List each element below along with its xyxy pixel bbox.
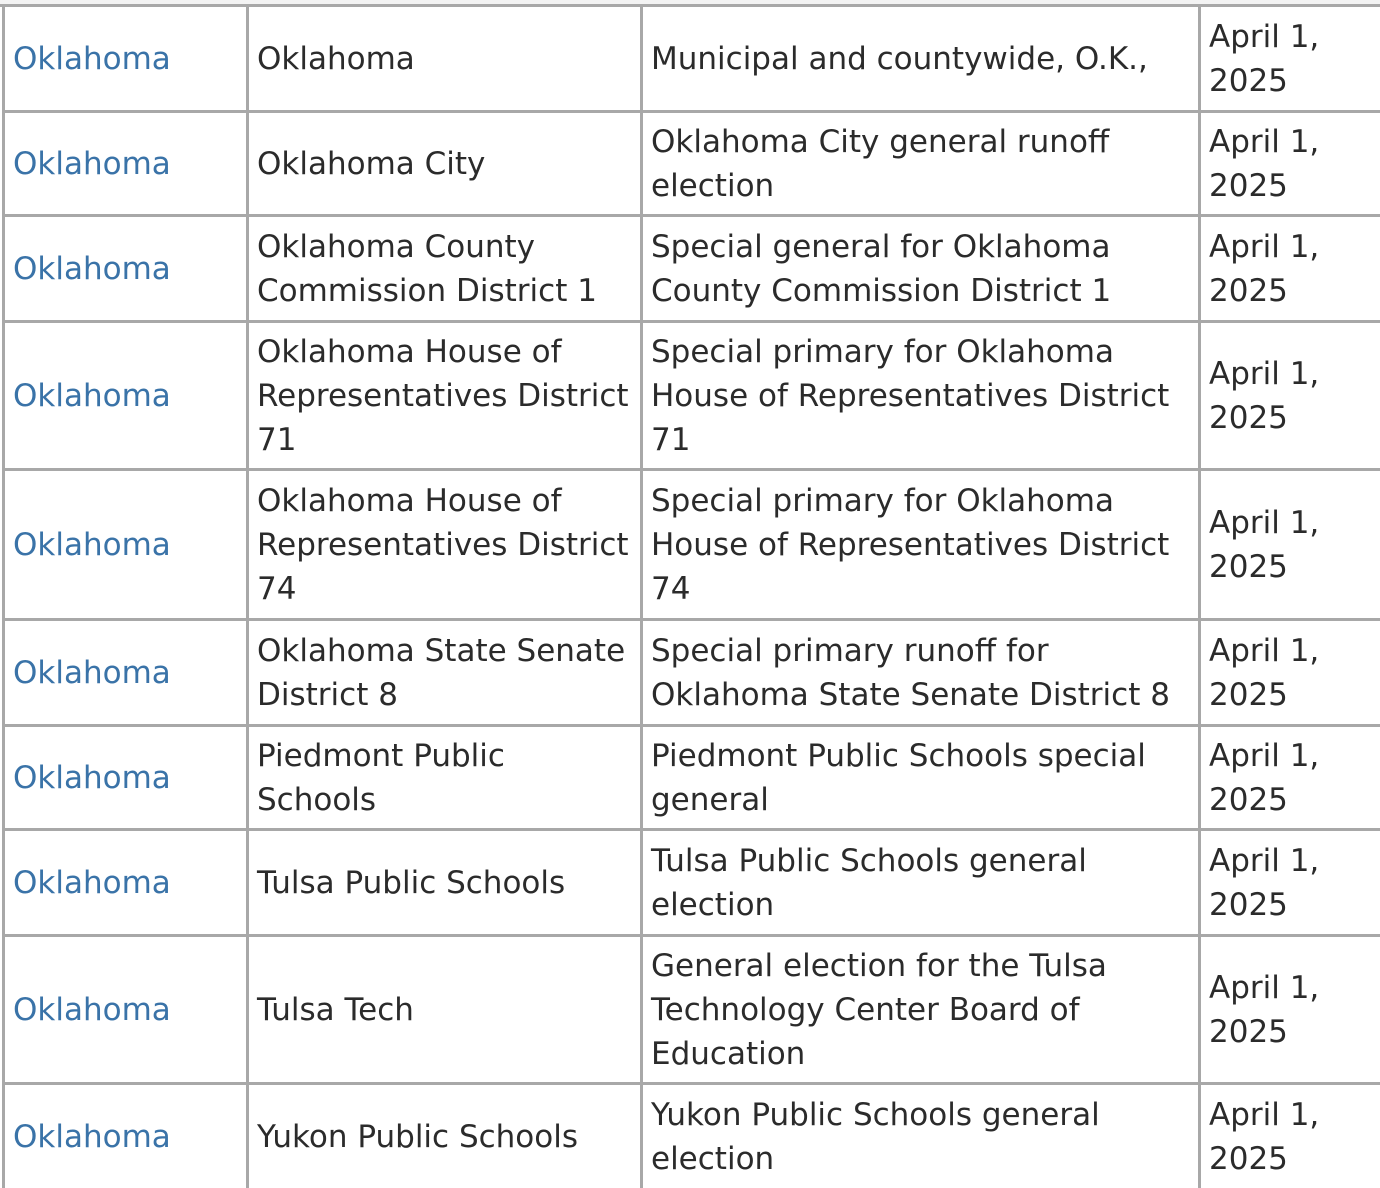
jurisdiction-cell: Oklahoma City [248, 112, 642, 216]
election-cell: Piedmont Public Schools special general [642, 726, 1200, 830]
state-link[interactable]: Oklahoma [13, 377, 171, 414]
state-cell [4, 830, 248, 936]
date-cell: April 1, 2025 [1200, 6, 1380, 112]
state-link[interactable]: Oklahoma [13, 526, 171, 563]
election-cell: Yukon Public Schools general election [642, 1084, 1200, 1188]
state-cell [4, 470, 248, 620]
election-cell: Tulsa Public Schools general election [642, 830, 1200, 936]
state-cell [4, 6, 248, 112]
state-link[interactable]: Oklahoma [13, 40, 171, 77]
state-cell [4, 322, 248, 470]
state-cell [4, 1084, 248, 1188]
state-link[interactable]: Oklahoma [13, 654, 171, 691]
election-cell: Special primary runoff for Oklahoma State Senate District 8 [642, 620, 1200, 726]
jurisdiction-cell: Oklahoma House of Representatives District 74 [248, 470, 642, 620]
table-row [4, 1084, 1380, 1188]
state-link[interactable]: Oklahoma [13, 250, 171, 287]
state-link[interactable]: Oklahoma [13, 1118, 171, 1155]
election-cell: Municipal and countywide, O.K., [642, 6, 1200, 112]
date-cell: April 1, 2025 [1200, 830, 1380, 936]
jurisdiction-cell: Yukon Public Schools [248, 1084, 642, 1188]
table-row [4, 470, 1380, 620]
jurisdiction-cell: Oklahoma House of Representatives District 71 [248, 322, 642, 470]
state-cell [4, 620, 248, 726]
state-cell [4, 112, 248, 216]
elections-table-body [4, 6, 1380, 1188]
table-row [4, 322, 1380, 470]
state-cell [4, 936, 248, 1084]
table-row [4, 6, 1380, 112]
table-row [4, 936, 1380, 1084]
table-row [4, 620, 1380, 726]
date-cell: April 1, 2025 [1200, 322, 1380, 470]
date-cell: April 1, 2025 [1200, 112, 1380, 216]
state-link[interactable]: Oklahoma [13, 759, 171, 796]
date-cell: April 1, 2025 [1200, 726, 1380, 830]
election-cell: Special primary for Oklahoma House of Representatives District 71 [642, 322, 1200, 470]
table-row [4, 112, 1380, 216]
state-link[interactable]: Oklahoma [13, 145, 171, 182]
jurisdiction-cell: Oklahoma County Commission District 1 [248, 216, 642, 322]
date-cell: April 1, 2025 [1200, 470, 1380, 620]
table-row [4, 830, 1380, 936]
election-cell: Special general for Oklahoma County Commission District 1 [642, 216, 1200, 322]
jurisdiction-cell: Tulsa Public Schools [248, 830, 642, 936]
jurisdiction-cell: Oklahoma State Senate District 8 [248, 620, 642, 726]
election-cell: Oklahoma City general runoff election [642, 112, 1200, 216]
jurisdiction-cell: Oklahoma [248, 6, 642, 112]
jurisdiction-cell: Piedmont Public Schools [248, 726, 642, 830]
date-cell: April 1, 2025 [1200, 1084, 1380, 1188]
table-row [4, 726, 1380, 830]
elections-table [2, 4, 1380, 1188]
jurisdiction-cell: Tulsa Tech [248, 936, 642, 1084]
election-cell: Special primary for Oklahoma House of Representatives District 74 [642, 470, 1200, 620]
state-link[interactable]: Oklahoma [13, 864, 171, 901]
state-cell [4, 216, 248, 322]
election-cell: General election for the Tulsa Technology Center Board of Education [642, 936, 1200, 1084]
state-cell [4, 726, 248, 830]
date-cell: April 1, 2025 [1200, 936, 1380, 1084]
state-link[interactable]: Oklahoma [13, 991, 171, 1028]
table-row [4, 216, 1380, 322]
date-cell: April 1, 2025 [1200, 620, 1380, 726]
date-cell: April 1, 2025 [1200, 216, 1380, 322]
